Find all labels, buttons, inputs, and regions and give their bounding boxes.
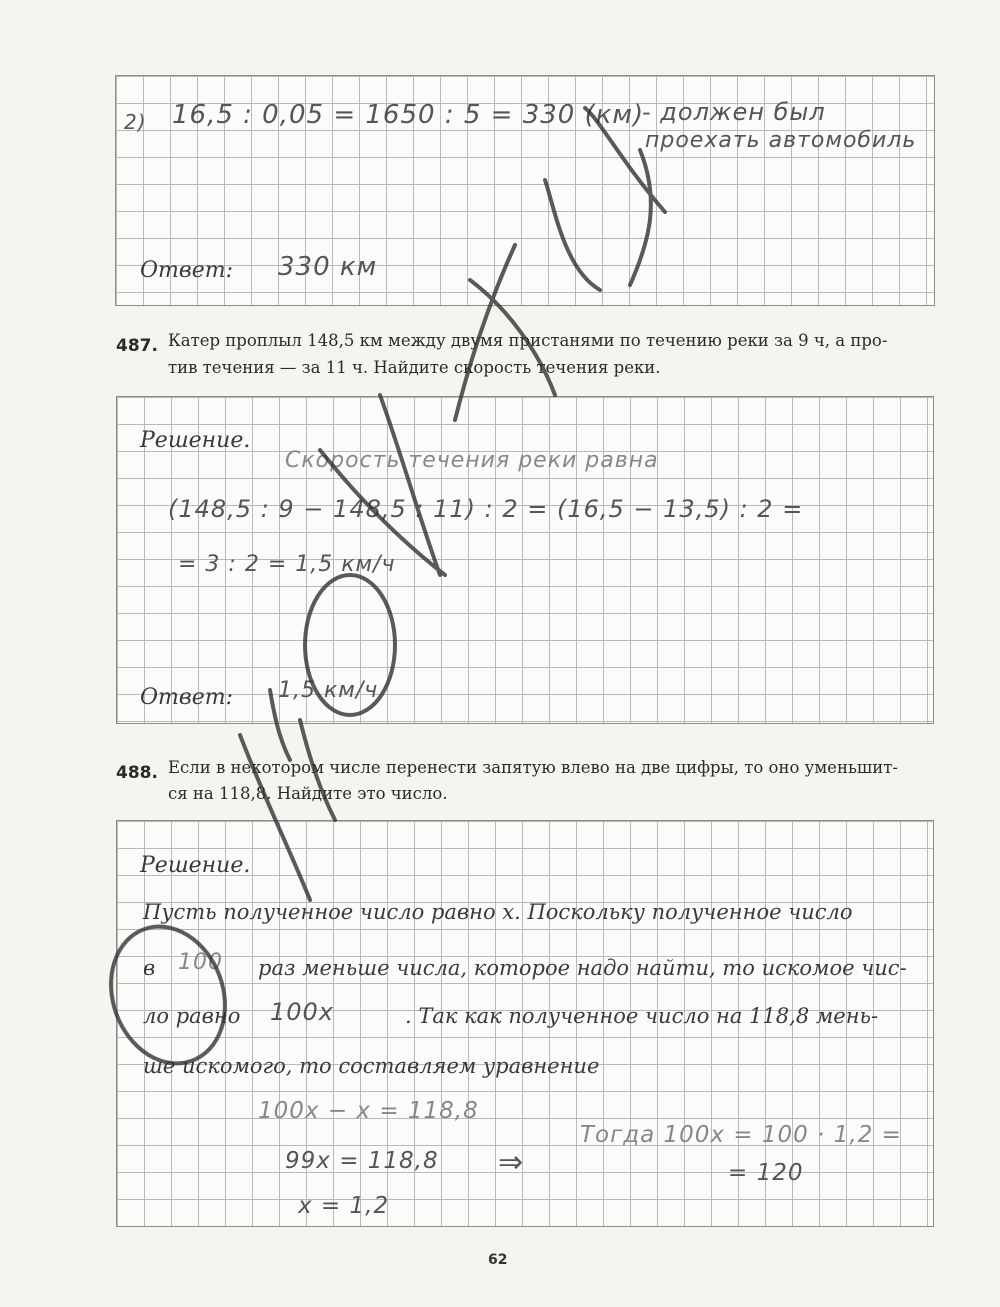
solution-paragraph-line-3-start: ло равно [143,1004,241,1028]
solution-label: Решение. [140,428,251,453]
problem-text-487-line-2: тив течения — за 11 ч. Найдите скорость течения реки. [168,358,661,377]
solution-label: Решение. [140,853,251,878]
conclusion-line-1: Тогда 100x = 100 · 1,2 = [580,1122,902,1148]
answer-value: 1,5 км/ч [278,678,379,703]
solution-expression: 16,5 : 0,05 = 1650 : 5 = 330 (км) [172,100,645,130]
equation-1: 100x − x = 118,8 [258,1098,479,1124]
fill-in-value-1: 100 [178,950,223,975]
solution-line-index: 2) [124,110,147,134]
equation-3: x = 1,2 [298,1193,390,1219]
page-number: 62 [488,1252,508,1268]
problem-text-487-line-1: Катер проплыл 148,5 км между двумя пристанями по течению реки за 9 ч, а про- [168,331,888,350]
solution-note-line-1: - должен был [642,98,826,126]
solution-note-line-2: проехать автомобиль [645,128,917,153]
solution-paragraph-line-1: Пусть полученное число равно x. Поскольку полученное число [143,900,853,924]
solution-paragraph-line-3-end: . Так как полученное число на 118,8 мень- [405,1004,879,1028]
conclusion-line-2: = 120 [728,1160,804,1186]
solution-paragraph-line-4: ше искомого, то составляем уравнение [143,1054,600,1078]
problem-number-487: 487. [116,336,158,356]
implies-arrow: ⇒ [498,1145,525,1180]
problem-text-488-line-2: ся на 118,8. Найдите это число. [168,784,448,803]
solution-paragraph-line-2-start: в [143,956,156,980]
fill-in-value-2: 100x [270,998,335,1026]
solution-line-3: = 3 : 2 = 1,5 км/ч [178,552,396,577]
solution-line-2: (148,5 : 9 − 148,5 : 11) : 2 = (16,5 − 13,5) : 2 = [168,495,804,523]
solution-paragraph-line-2-end: раз меньше числа, которое надо найти, то искомое чис- [258,956,907,980]
answer-label: Ответ: [140,685,233,710]
problem-text-488-line-1: Если в некотором числе перенести запятую влево на две цифры, то оно уменьшит- [168,758,898,777]
solution-line-1: Скорость течения реки равна [285,448,659,473]
answer-value: 330 км [278,252,378,282]
answer-label: Ответ: [140,258,233,283]
equation-2: 99x = 118,8 [285,1148,439,1174]
problem-number-488: 488. [116,763,158,783]
